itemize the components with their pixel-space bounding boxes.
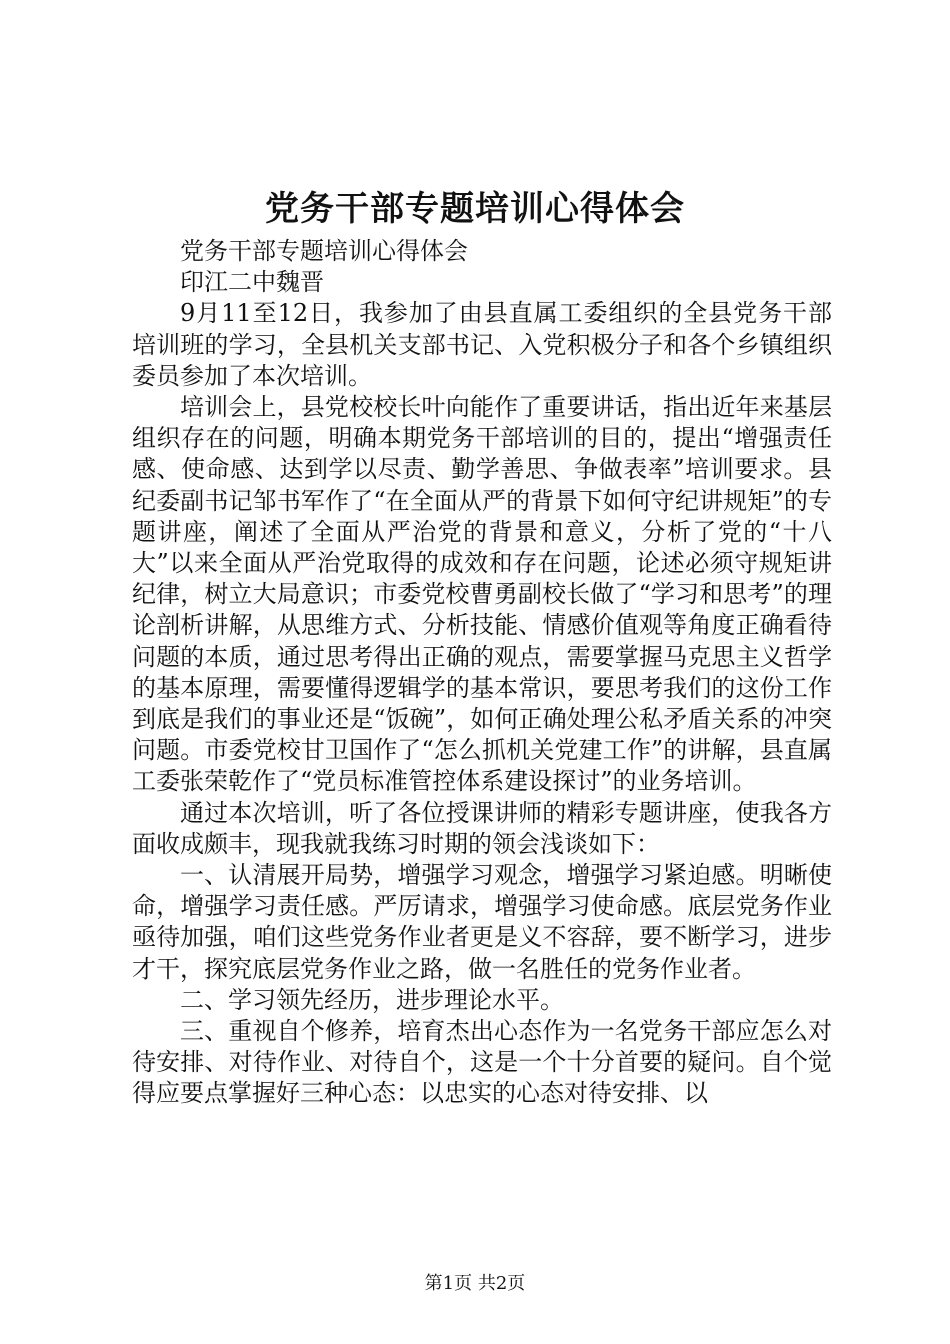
page-number-footer: 第1页 共2页 [424, 1273, 526, 1294]
paragraph: 二、学习领先经历，进步理论水平。 [180, 985, 564, 1014]
paragraph: 9月11至12日，我参加了由县直属工委组织的全县党务干部培训班的学习，全县机关支部书记、入党积极分子和各个乡镇组织委员参加了本次培训。 [132, 299, 832, 390]
paragraph: 一、认清展开局势，增强学习观念，增强学习紧迫感。明晰使命，增强学习责任感。严厉请求，增强学习使命感。底层党务作业亟待加强，咱们这些党务作业者更是义不容辞，要不断学习，进步才干，探究底层党务作业之路，做一名胜任的党务作业者。 [132, 861, 832, 983]
document-title: 党务干部专题培训心得体会 [265, 189, 685, 229]
paragraph-subtitle: 党务干部专题培训心得体会 [180, 237, 468, 265]
paragraph-author: 印江二中魏晋 [180, 268, 324, 297]
paragraph: 三、重视自个修养，培育杰出心态作为一名党务干部应怎么对待安排、对待作业、对待自个，这是一个十分首要的疑问。自个觉得应要点掌握好三种心态：以忠实的心态对待安排、以 [132, 1017, 832, 1108]
paragraph: 培训会上，县党校校长叶向能作了重要讲话，指出近年来基层组织存在的问题，明确本期党务干部培训的目的，提出“增强责任感、使命感、达到学以尽责、勤学善思、争做表率”培训要求。县纪委副书记邹书军作了“在全面从严的背景下如何守纪讲规矩”的专题讲座，阐述了全面从严治党的背景和意义，分析了党的“十八大”以来全面从严治党取得的成效和存在问题，论述必须守规矩讲纪律，树立大局意识；市委党校曹勇副校长做了“学习和思考”的理论剖析讲解，从思维方式、分析技能、情感价值观等角度正确看待问题的本质，通过思考得出正确的观点，需要掌握马克思主义哲学的基本原理，需要懂得逻辑学的基本常识，要思考我们的这份工作到底是我们的事业还是“饭碗”，如何正确处理公私矛盾关系的冲突问题。市委党校甘卫国作了“怎么抓机关党建工作”的讲解，县直属工委张荣乾作了“党员标准管控体系建设探讨”的业务培训。 [132, 393, 832, 796]
document-body [132, 236, 832, 1110]
paragraph: 通过本次培训，听了各位授课讲师的精彩专题讲座，使我各方面收成颇丰，现我就我练习时期的领会浅谈如下： [132, 798, 832, 858]
